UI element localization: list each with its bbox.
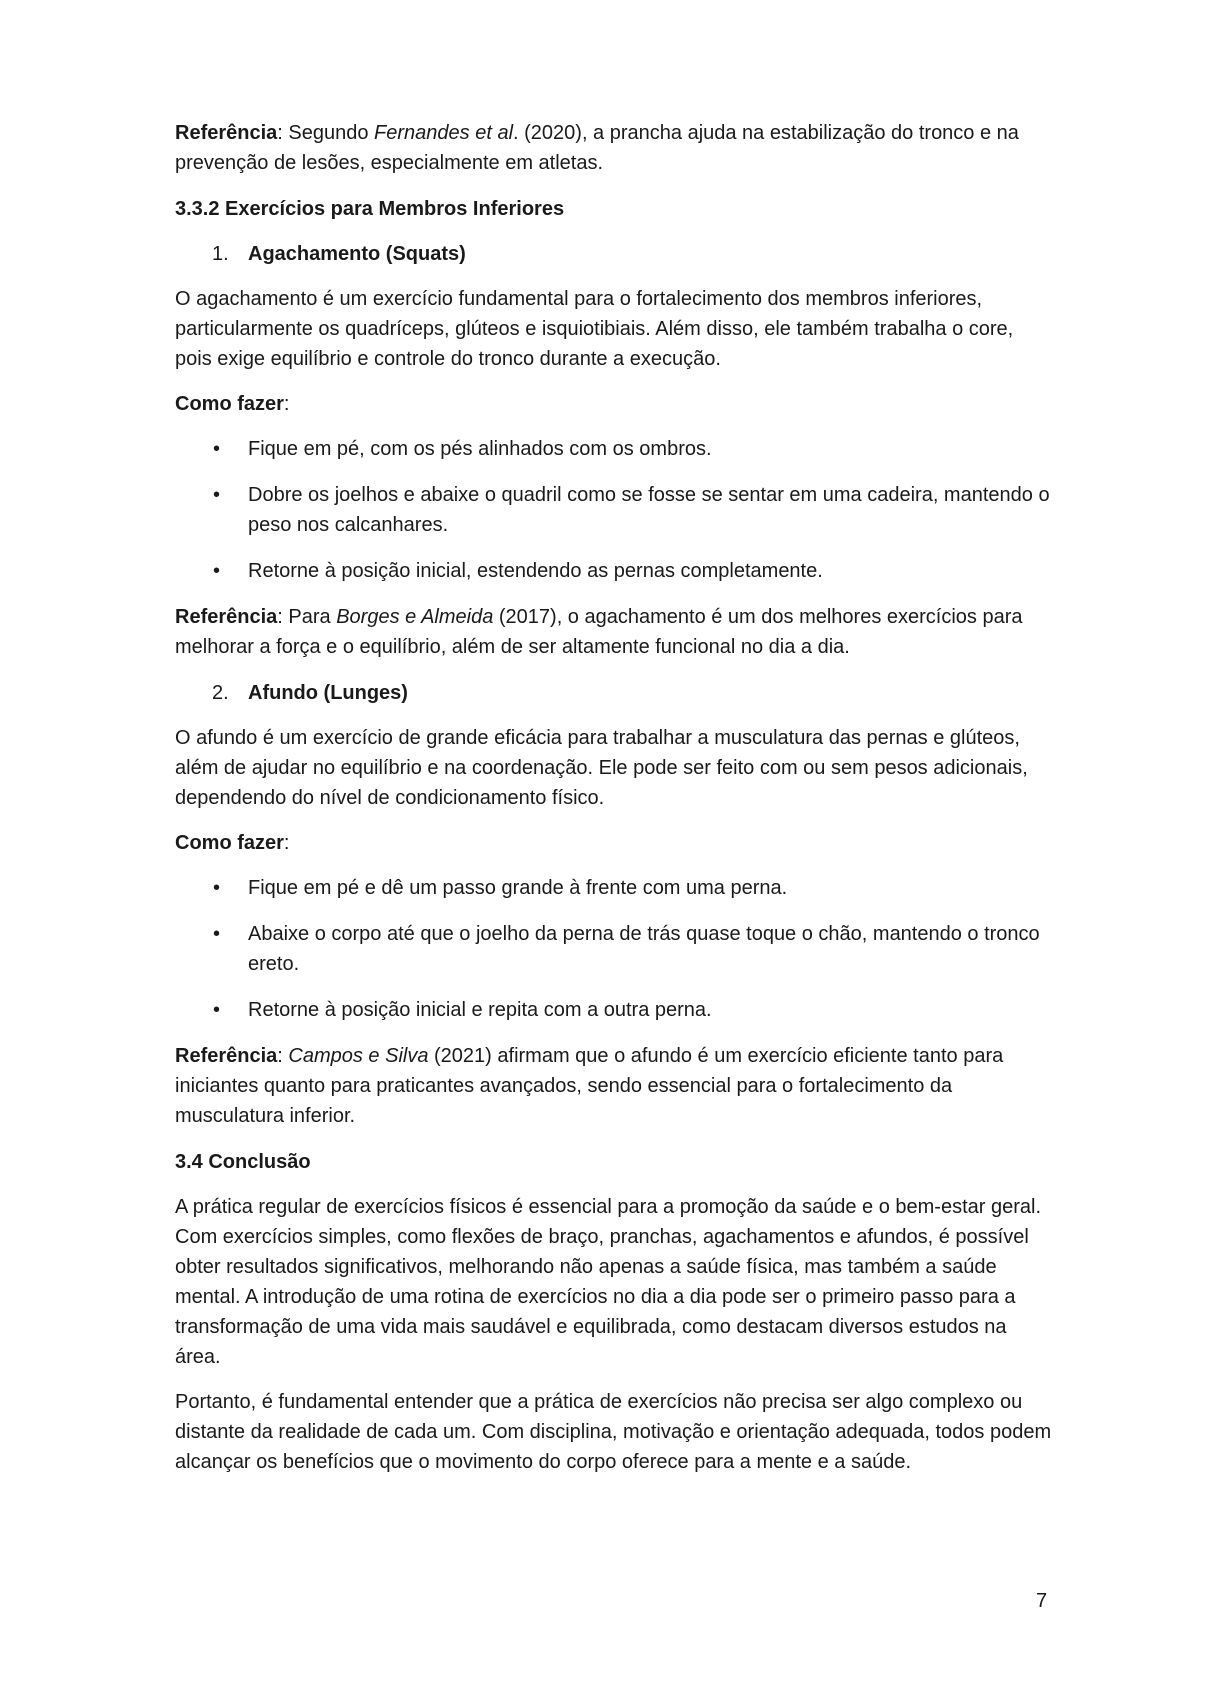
document-page: [175, 118, 1055, 1492]
reference-text-post: . (2020), a prancha ajuda na estabilização do tronco e na prevenção de lesões, especialmente em atletas.: [175, 122, 1019, 174]
exercise-2-steps: [175, 873, 1055, 1025]
list-item: • Retorne à posição inicial, estendendo as pernas completamente.: [175, 556, 1055, 586]
bullet-icon: •: [213, 438, 221, 460]
bullet-icon: •: [213, 560, 221, 582]
list-item: • Retorne à posição inicial e repita com a outra perna.: [175, 995, 1055, 1025]
exercise-1-heading: [175, 239, 1055, 269]
exercise-2-number: 2.: [212, 682, 229, 704]
exercise-1-steps: [175, 434, 1055, 586]
conclusion-paragraph-2: Portanto, é fundamental entender que a prática de exercícios não precisa ser algo complexo ou distante da realidade de cada um. Com disciplina, motivação e orientação adequada, todos podem alcançar os benefícios que o movimento do corpo oferece para a mente e a saúde.: [175, 1391, 1052, 1473]
reference-label: Referência: [175, 1045, 278, 1067]
exercise-1-howto-label: Como fazer:: [175, 393, 290, 415]
list-item: • Fique em pé e dê um passo grande à frente com uma perna.: [175, 873, 1055, 903]
intro-reference: [175, 118, 1055, 178]
exercise-1-description: O agachamento é um exercício fundamental para o fortalecimento dos membros inferiores, particularmente os quadríceps, glúteos e isquiotibiais. Além disso, ele também trabalha o core, pois exige equilíbrio e controle do tronco durante a execução.: [175, 288, 1014, 370]
reference-author: Campos e Silva: [288, 1045, 429, 1067]
reference-label: Referência: [175, 122, 278, 144]
exercise-1-reference: Referência: Para Borges e Almeida (2017), o agachamento é um dos melhores exercícios para melhorar a força e o equilíbrio, além de ser altamente funcional no dia a dia.: [175, 606, 1023, 658]
bullet-icon: •: [213, 923, 221, 945]
bullet-icon: •: [213, 877, 221, 899]
exercise-2-heading: [175, 678, 1055, 708]
list-item: • Abaixe o corpo até que o joelho da perna de trás quase toque o chão, mantendo o tronco ereto.: [175, 919, 1055, 979]
bullet-icon: •: [213, 484, 221, 506]
section-heading-3-3-2: 3.3.2 Exercícios para Membros Inferiores: [175, 198, 565, 220]
reference-label: Referência: [175, 606, 278, 628]
reference-author: Borges e Almeida: [336, 606, 494, 628]
reference-text-pre: : Segundo: [277, 122, 375, 144]
reference-author: Fernandes et al: [374, 122, 514, 144]
bullet-icon: •: [213, 999, 221, 1021]
section-heading-3-4: 3.4 Conclusão: [175, 1151, 311, 1173]
exercise-1-number: 1.: [212, 243, 229, 265]
exercise-2-reference: Referência: Campos e Silva (2021) afirmam que o afundo é um exercício eficiente tanto para iniciantes quanto para praticantes avançados, sendo essencial para o fortalecimento da musculatura inferior.: [175, 1045, 1004, 1127]
page-number: 7: [1036, 1590, 1048, 1612]
list-item: • Dobre os joelhos e abaixe o quadril como se fosse se sentar em uma cadeira, mantendo o peso nos calcanhares.: [175, 480, 1055, 540]
exercise-2-howto-label: Como fazer:: [175, 832, 290, 854]
exercise-2-title: Afundo (Lunges): [248, 682, 408, 704]
exercise-1-title: Agachamento (Squats): [248, 243, 466, 265]
list-item: • Fique em pé, com os pés alinhados com os ombros.: [175, 434, 1055, 464]
exercise-2-description: O afundo é um exercício de grande eficácia para trabalhar a musculatura das pernas e glúteos, além de ajudar no equilíbrio e na coordenação. Ele pode ser feito com ou sem pesos adicionais, dependendo do nível de condicionamento físico.: [175, 727, 1028, 809]
conclusion-paragraph-1: A prática regular de exercícios físicos é essencial para a promoção da saúde e o bem-estar geral. Com exercícios simples, como flexões de braço, pranchas, agachamentos e afundos, é possível obter resultados significativos, melhorando não apenas a saúde física, mas também a saúde mental. A introdução de uma rotina de exercícios no dia a dia pode ser o primeiro passo para a transformação de uma vida mais saudável e equilibrada, como destacam diversos estudos na área.: [175, 1196, 1042, 1368]
